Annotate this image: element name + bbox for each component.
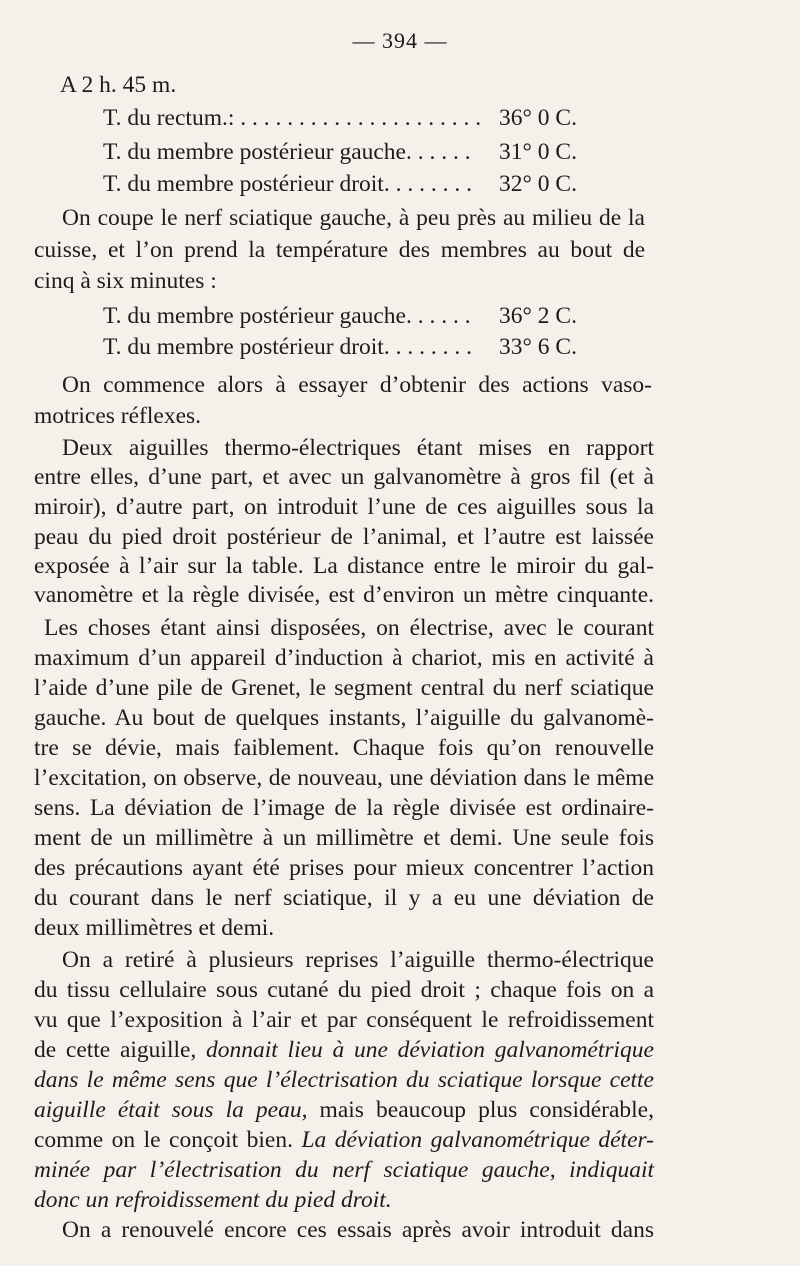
temp-label: T. du membre postérieur gauche. . . . . . <box>103 303 471 329</box>
para4-line: tre se dévie, mais faiblement. Chaque fois qu’on renouvelle <box>34 735 654 761</box>
para5-normal-text: comme on le conçoit bien. <box>34 1127 302 1153</box>
para4-line: Les choses étant ainsi disposées, on électrise, avec le courant <box>44 615 654 641</box>
para4-line: l’aide d’une pile de Grenet, le segment central du nerf sciatique <box>34 675 654 701</box>
para6-line: On a renouvelé encore ces essais après avoir introduit dans <box>62 1217 654 1243</box>
para3-line: Deux aiguilles thermo-électriques étant mises en rapport <box>62 435 654 461</box>
para5-normal-text: mais beaucoup plus considérable, <box>307 1097 654 1123</box>
para4-line: du courant dans le nerf sciatique, il y a eu une déviation de <box>34 885 654 911</box>
para5-line <box>34 1095 654 1125</box>
para4-line: deux millimètres et demi. <box>34 915 275 941</box>
page-number: — 394 — <box>352 28 448 53</box>
temp-label: T. du membre postérieur droit. . . . . . . . <box>103 334 472 360</box>
temp-value: 31° 0 C. <box>499 139 577 165</box>
temp-value: 33° 6 C. <box>499 334 577 360</box>
para4-line: sens. La déviation de l’image de la règle divisée est ordinaire- <box>34 795 654 821</box>
para3-line: entre elles, d’une part, et avec un galvanomètre à gros fil (et à <box>34 464 654 490</box>
para5-line: dans le même sens que l’électrisation du sciatique lorsque cette <box>34 1067 654 1093</box>
para5-normal-text: de cette aiguille, <box>34 1037 207 1063</box>
para5-line: On a retiré à plusieurs reprises l’aiguille thermo-électrique <box>62 947 654 973</box>
para3-line: peau du pied droit postérieur de l’animal, et l’autre est laissée <box>34 524 654 550</box>
para5-italic-text: aiguille était sous la peau, <box>34 1097 308 1123</box>
para5-italic-text: donnait lieu à une déviation galvanométrique <box>206 1037 654 1063</box>
para4-line: ment de un millimètre à un millimètre et demi. Une seule fois <box>34 825 654 851</box>
para3-line: exposée à l’air sur la table. La distance entre le miroir du gal- <box>34 553 654 579</box>
temp-value: 36° 0 C. <box>499 105 577 131</box>
para1-line: On coupe le nerf sciatique gauche, à peu près au milieu de la <box>62 205 645 231</box>
para1-line: cuisse, et l’on prend la température des membres au bout de <box>34 237 645 263</box>
para5-line: donc un refroidissement du pied droit. <box>34 1187 392 1213</box>
temp-value: 32° 0 C. <box>499 171 577 197</box>
para4-line: maximum d’un appareil d’induction à chariot, mis en activité à <box>34 645 654 671</box>
para3-line: miroir), d’autre part, on introduit l’une de ces aiguilles sous la <box>34 494 654 520</box>
para4-line: gauche. Au bout de quelques instants, l’aiguille du galvanomè- <box>34 705 654 731</box>
time-label: A 2 h. 45 m. <box>60 72 177 98</box>
para2-line: On commence alors à essayer d’obtenir des actions vaso- <box>62 372 652 398</box>
para4-line: des précautions ayant été prises pour mieux concentrer l’action <box>34 855 654 881</box>
para5-italic-text: La déviation galvanométrique déter- <box>301 1127 654 1153</box>
para3-line: vanomètre et la règle divisée, est d’environ un mètre cinquante. <box>34 582 654 608</box>
para1-line: cinq à six minutes : <box>34 268 217 294</box>
temp-label: T. du rectum.: . . . . . . . . . . . . . . . . . . . . . <box>103 105 482 131</box>
temp-label: T. du membre postérieur droit. . . . . . . . <box>103 171 472 197</box>
para5-line <box>34 1125 654 1155</box>
para2-line: motrices réflexes. <box>34 403 202 429</box>
para5-line: minée par l’électrisation du nerf sciatique gauche, indiquait <box>34 1157 654 1183</box>
temp-value: 36° 2 C. <box>499 303 577 329</box>
temp-label: T. du membre postérieur gauche. . . . . . <box>103 139 471 165</box>
para5-line <box>34 1035 654 1065</box>
para5-line: vu que l’exposition à l’air et par conséquent le refroidissement <box>34 1007 654 1033</box>
para5-line: du tissu cellulaire sous cutané du pied droit ; chaque fois on a <box>34 977 654 1003</box>
para4-line: l’excitation, on observe, de nouveau, une déviation dans le même <box>34 765 654 791</box>
